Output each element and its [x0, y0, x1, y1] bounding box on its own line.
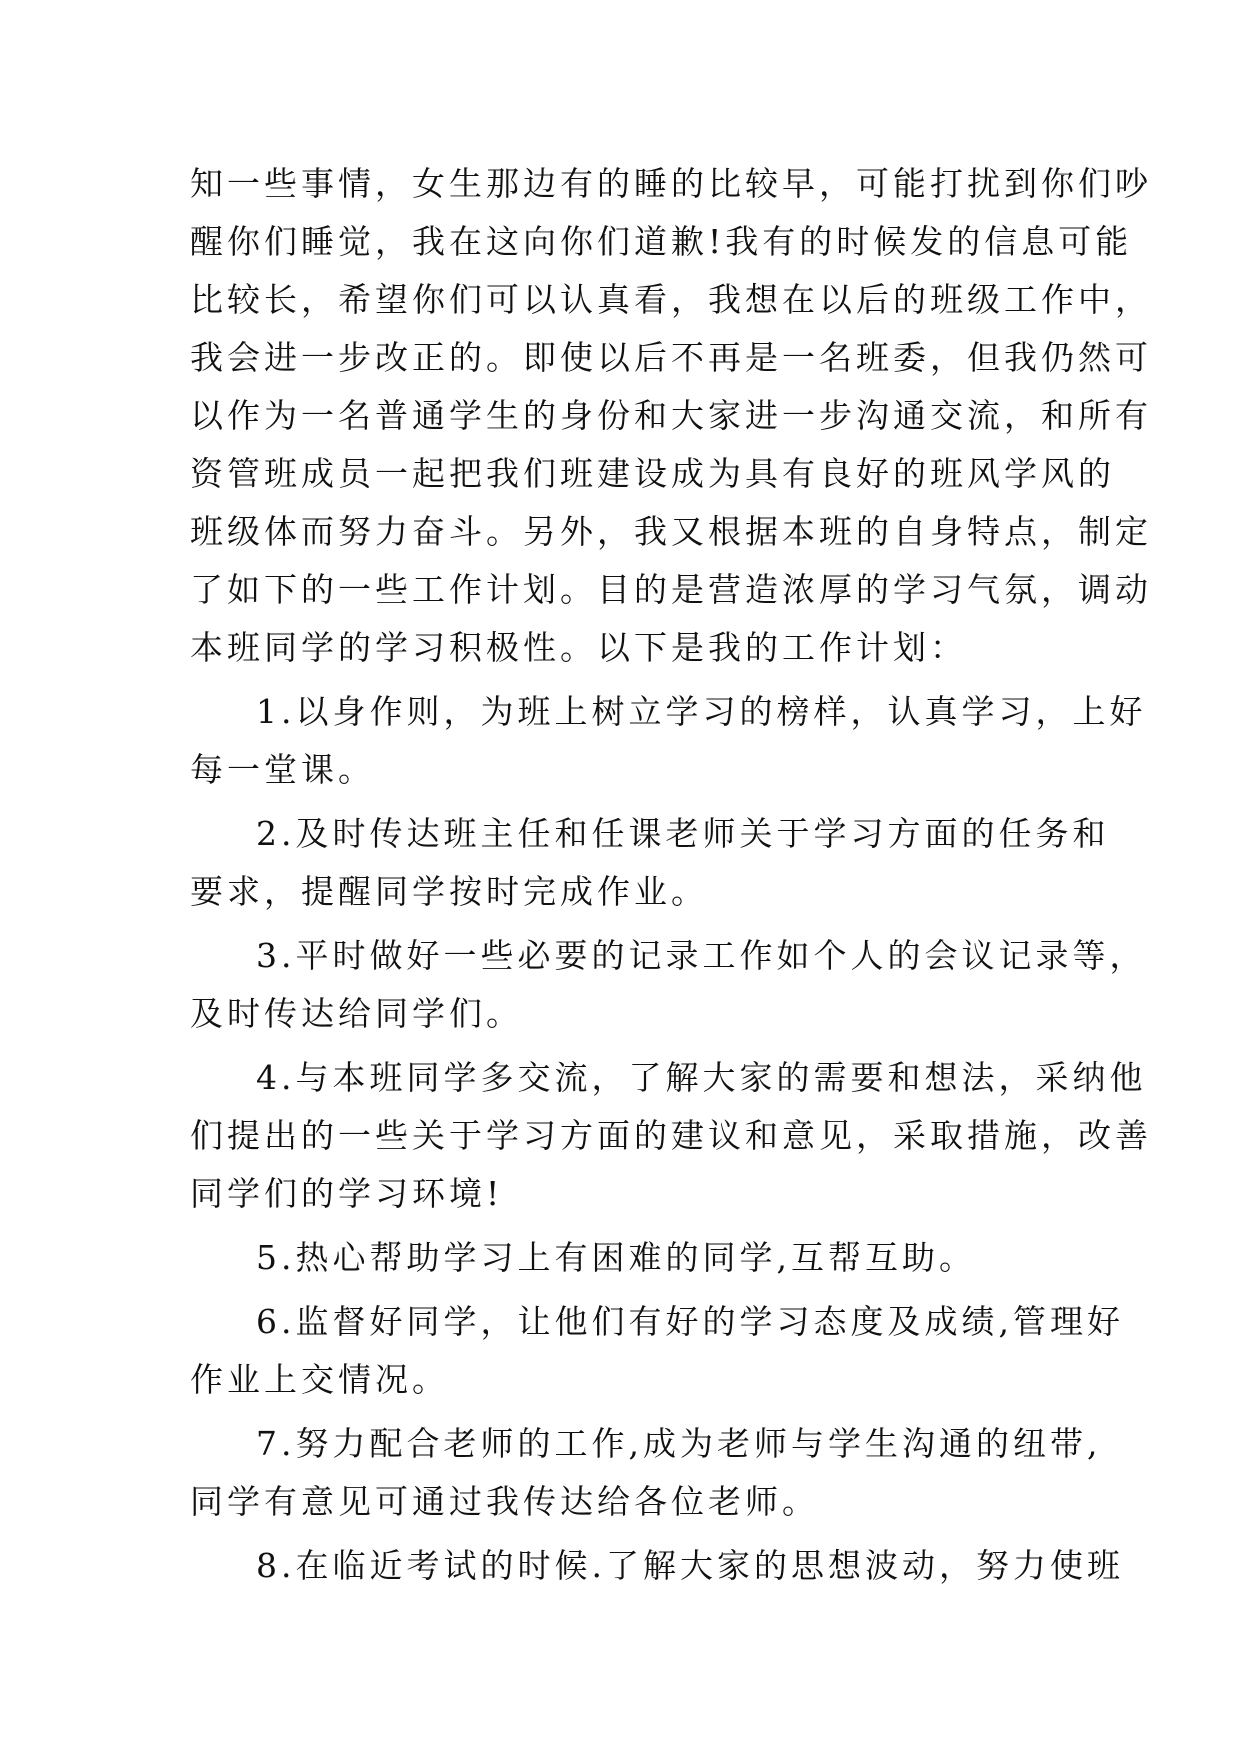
- text-line: 知一些事情，女生那边有的睡的比较早，可能打扰到你们吵: [190, 164, 1152, 203]
- document-body: [190, 155, 1152, 1595]
- plan-item-first-line: 7.努力配合老师的工作,成为老师与学生沟通的纽带,: [256, 1424, 1102, 1463]
- plan-item-first-line: 5.热心帮助学习上有困难的同学,互帮互助。: [256, 1238, 976, 1277]
- text-line: 我会进一步改正的。即使以后不再是一名班委，但我仍然可: [190, 338, 1152, 377]
- plan-item-first-line: 8.在临近考试的时候.了解大家的思想波动，努力使班: [256, 1546, 1124, 1585]
- text-line: 班级体而努力奋斗。另外，我又根据本班的自身特点，制定: [190, 512, 1152, 551]
- plan-item-first-line: 1.以身作则，为班上树立学习的榜样，认真学习，上好: [256, 692, 1147, 731]
- plan-item-line: 同学有意见可通过我传达给各位老师。: [190, 1482, 819, 1521]
- plan-item-5: [190, 1229, 1058, 1287]
- text-line: 本班同学的学习积极性。以下是我的工作计划：: [190, 628, 967, 667]
- plan-item-line: 及时传达给同学们。: [190, 994, 523, 1033]
- plan-item-first-line: 3.平时做好一些必要的记录工作如个人的会议记录等，: [256, 936, 1147, 975]
- plan-item-first-line: 6.监督好同学，让他们有好的学习态度及成绩,管理好: [256, 1302, 1124, 1341]
- plan-item-2: [190, 805, 1110, 921]
- plan-item-first-line: 4.与本班同学多交流，了解大家的需要和想法，采纳他: [256, 1058, 1147, 1097]
- plan-item-7: [190, 1415, 1102, 1531]
- text-line: 以作为一名普通学生的身份和大家进一步沟通交流，和所有: [190, 396, 1152, 435]
- plan-item-line: 同学们的学习环境!: [190, 1174, 504, 1213]
- text-line: 了如下的一些工作计划。目的是营造浓厚的学习气氛，调动: [190, 570, 1152, 609]
- plan-item-4: [190, 1049, 1152, 1223]
- intro-paragraph: [190, 155, 1152, 677]
- plan-item-line: 作业上交情况。: [190, 1360, 449, 1399]
- plan-item-line: 要求，提醒同学按时完成作业。: [190, 872, 708, 911]
- text-line: 醒你们睡觉，我在这向你们道歉!我有的时候发的信息可能: [190, 222, 1133, 261]
- plan-item-line: 每一堂课。: [190, 750, 375, 789]
- plan-item-8: [190, 1537, 1124, 1595]
- plan-item-line: 们提出的一些关于学习方面的建议和意见，采取措施，改善: [190, 1116, 1152, 1155]
- plan-item-first-line: 2.及时传达班主任和任课老师关于学习方面的任务和: [256, 814, 1110, 853]
- plan-item-3: [190, 927, 1147, 1043]
- plan-item-6: [190, 1293, 1124, 1409]
- plan-item-1: [190, 683, 1147, 799]
- text-line: 比较长，希望你们可以认真看，我想在以后的班级工作中，: [190, 280, 1152, 319]
- text-line: 资管班成员一起把我们班建设成为具有良好的班风学风的: [190, 454, 1115, 493]
